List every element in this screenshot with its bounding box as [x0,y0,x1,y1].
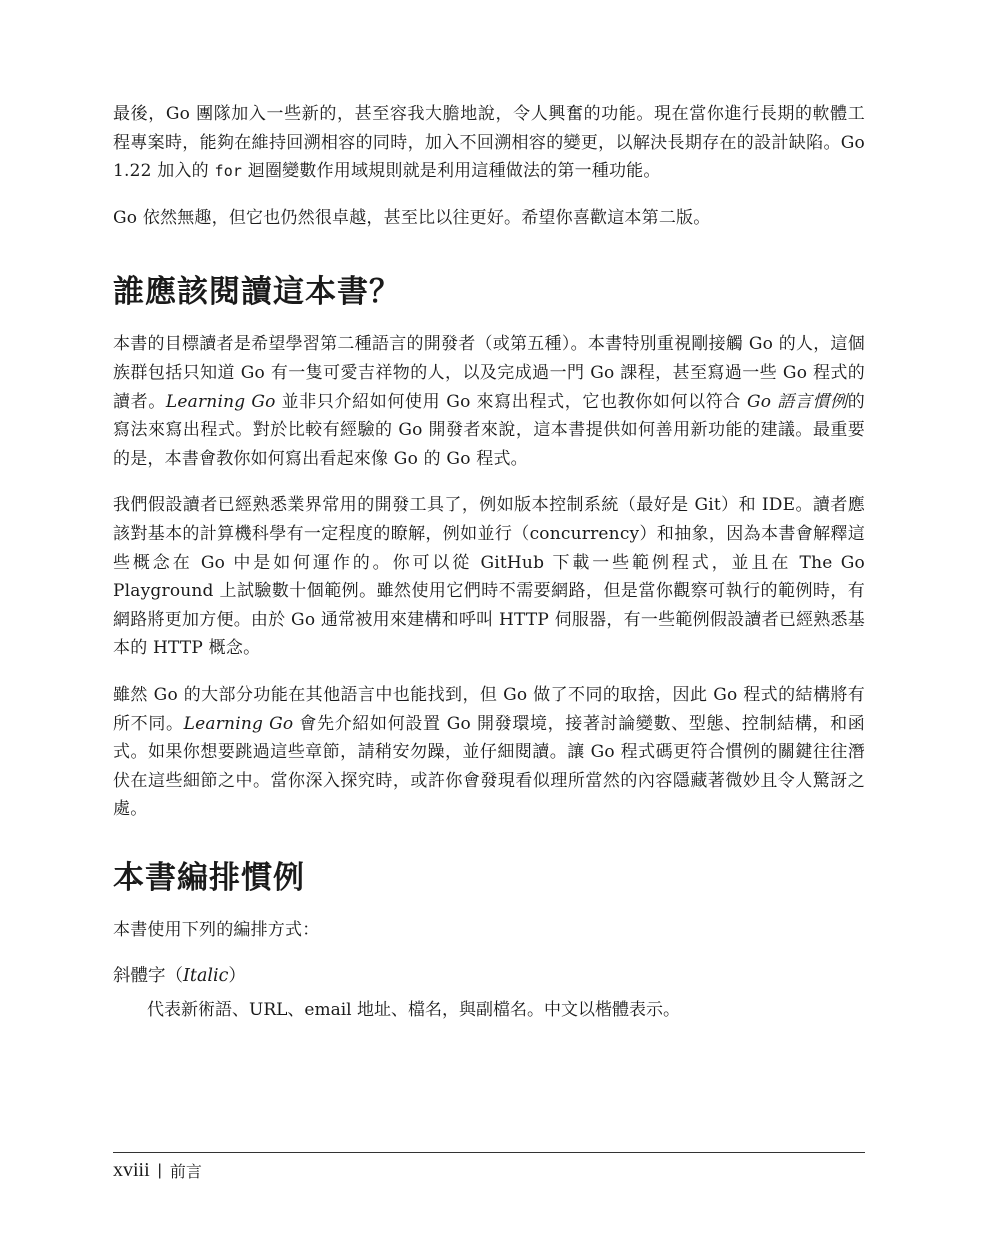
text-run: 本書的目標讀者是希望學習第二種語言的開發者（或第五種）。本書特別重視剛接觸 Go 的人，這個族群包括只知道 Go 有一隻可愛吉祥物的人，以及完成過一門 Go 課程，甚至寫過一些 Go 程式的讀者。 [113,334,865,412]
code-for: for [214,162,243,181]
text-run: 會先介紹如何設置 Go 開發環境，接著討論變數、型態、控制結構，和函式。如果你想要跳過這些章節，請稍安勿躁，並仔細閱讀。讓 Go 程式碼更符合慣例的關鍵往往潛伏在這些細節之中。當你深入探究時，或許你會發現看似理所當然的內容隱藏著微妙且令人驚訝之處。 [113,713,866,820]
paragraph-conventions-intro: 本書使用下列的編排方式： [113,919,320,940]
text-run: 斜體字（ [113,966,183,987]
text-run: ） [228,966,246,987]
emphasis: Go 語言慣例 [747,391,848,412]
book-title: Learning Go [165,391,276,412]
term-italic-description: 代表新術語、URL、email 地址、檔名，與副檔名。中文以楷體表示。 [147,1000,681,1021]
paragraph-target-readers [113,330,865,473]
text-run: 的寫法來寫出程式。對於比較有經驗的 Go 開發者來說，這本書提供如何善用新功能的建議。最重要的是，本書會教你如何寫出看起來像 Go 的 Go 程式。 [113,391,865,469]
book-title: Learning Go [183,713,294,734]
term-italic-label: Italic [183,966,229,987]
paragraph-assumptions: 我們假設讀者已經熟悉業界常用的開發工具了，例如版本控制系統（最好是 Git）和 IDE。讀者應該對基本的計算機科學有一定程度的瞭解，例如並行（concurrency）和抽象，因為本書會解釋這些概念在 Go 中是如何運作的。你可以從 GitHub 下載一些範例程式，並且在 The Go Playground 上試驗數十個範例。雖然使用它們時不需要網路，但是當你觀察可執行的範例時，有網路將更加方便。由於 Go 通常被用來建構和呼叫 HTTP 伺服器，有一些範例假設讀者已經熟悉基本的 HTTP 概念。 [113,495,865,659]
text-run: 並非只介紹如何使用 Go 來寫出程式，它也教你如何以符合 [275,391,748,412]
heading-conventions: 本書編排慣例 [113,859,305,896]
page-number: xviii [113,1159,150,1181]
text-run: 最後，Go 團隊加入一些新的，甚至容我大膽地說，令人興奮的功能。現在當你進行長期的軟體工程專案時，能夠在維持回溯相容的同時，加入不回溯相容的變更，以解決長期存在的設計缺陷。Go 1.22 加入的 [113,104,865,182]
page-footer [113,1152,865,1182]
paragraph-structure [113,681,865,824]
text-run: 迴圈變數作用域規則就是利用這種做法的第一種功能。 [242,161,661,182]
paragraph-second-edition: Go 依然無趣，但它也仍然很卓越，甚至比以往更好。希望你喜歡這本第二版。 [113,207,711,228]
term-italic-title [113,962,865,990]
footer-section-title: 前言 [169,1162,202,1181]
footer-separator: | [157,1161,162,1179]
page-content [113,100,865,1024]
text-run: 雖然 Go 的大部分功能在其他語言中也能找到，但 Go 做了不同的取捨，因此 Go 程式的結構將有所不同。 [113,684,865,734]
paragraph-new-features [113,100,865,186]
heading-who-should-read: 誰應該閱讀這本書？ [113,274,401,311]
